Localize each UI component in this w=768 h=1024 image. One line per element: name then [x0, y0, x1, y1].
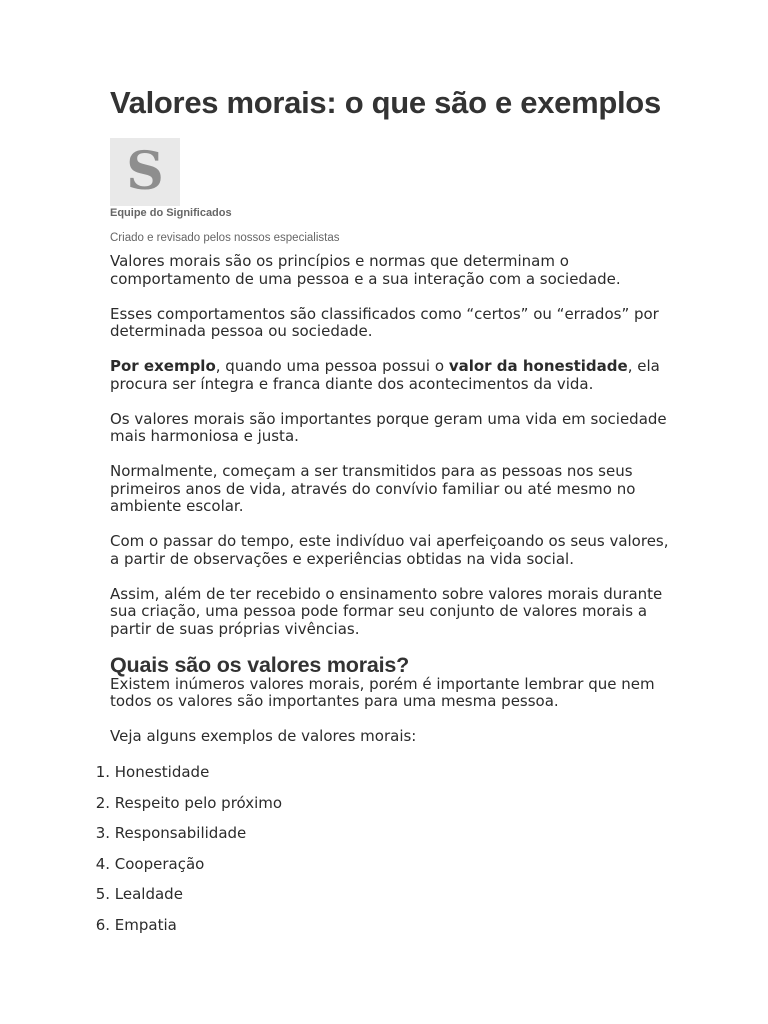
- list-number: 2.: [95, 793, 110, 812]
- author-avatar[interactable]: [110, 138, 180, 206]
- article-body: [110, 253, 670, 746]
- section-heading: Quais são os valores morais?: [110, 652, 410, 677]
- list-label: Respeito pelo próximo: [114, 793, 283, 812]
- paragraph: Os valores morais são importantes porque geram uma vida em sociedade mais harmoniosa e justa.: [110, 409, 667, 445]
- list-item: [80, 884, 480, 915]
- list-label: Lealdade: [114, 885, 183, 904]
- list-item: [80, 854, 480, 885]
- bold-lead: Por exemplo: [110, 357, 216, 375]
- article-content: [110, 84, 670, 763]
- list-item: [80, 793, 480, 824]
- paragraph: Existem inúmeros valores morais, porém é importante lembrar que nem todos os valores são importantes para uma mesma pessoa.: [110, 674, 655, 710]
- list-number: 4.: [95, 854, 110, 873]
- example-text-2: , ela procura ser íntegra e franca diante dos acontecimentos da vida.: [110, 357, 660, 393]
- values-list: [80, 762, 480, 946]
- bold-highlight: valor da honestidade: [448, 357, 628, 375]
- avatar-letter: S: [126, 141, 164, 202]
- author-block: [110, 138, 670, 245]
- list-label: Honestidade: [114, 763, 210, 781]
- page-title: Valores morais: o que são e exemplos: [110, 85, 661, 120]
- list-number: 1.: [95, 763, 110, 781]
- paragraph: Com o passar do tempo, este indivíduo vai aperfeiçoando os seus valores, a partir de observações e experiências obtidas na vida social.: [110, 532, 669, 568]
- paragraph: Valores morais são os princípios e normas que determinam o comportamento de uma pessoa e a sua interação com a sociedade.: [110, 252, 621, 288]
- paragraph: Esses comportamentos são classificados como “certos” ou “errados” por determinada pessoa ou sociedade.: [110, 304, 659, 340]
- example-text-1: , quando uma pessoa possui o: [215, 357, 449, 375]
- author-subtitle: Criado e revisado pelos nossos especialistas: [110, 232, 340, 244]
- list-item: [80, 762, 480, 793]
- example-paragraph: [110, 358, 670, 393]
- list-label: Responsabilidade: [114, 824, 247, 843]
- list-label: Cooperação: [114, 854, 205, 873]
- paragraph: Assim, além de ter recebido o ensinamento sobre valores morais durante sua criação, uma pessoa pode formar seu conjunto de valores morais a partir de suas próprias vivências.: [110, 584, 663, 638]
- list-number: 3.: [95, 824, 110, 843]
- list-label: Empatia: [114, 915, 177, 934]
- list-number: 6.: [95, 915, 110, 934]
- list-number: 5.: [95, 885, 110, 904]
- paragraph: Veja alguns exemplos de valores morais:: [110, 727, 417, 745]
- paragraph: Normalmente, começam a ser transmitidos para as pessoas nos seus primeiros anos de vida, através do convívio familiar ou até mesmo no ambiente escolar.: [110, 462, 636, 515]
- author-name[interactable]: Equipe do Significados: [110, 207, 232, 219]
- list-item: [80, 823, 480, 854]
- list-item: [80, 915, 480, 946]
